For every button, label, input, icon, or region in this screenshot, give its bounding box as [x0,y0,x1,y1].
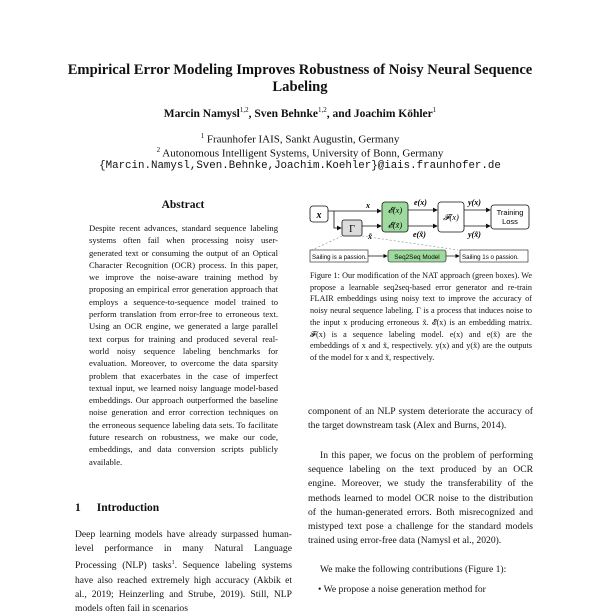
section-heading-introduction [75,502,159,514]
zoom-line-right [362,236,458,250]
arrow-label-x-tilde: x̃ [368,232,372,241]
introduction-paragraph [75,528,292,616]
input-x-label: x [316,210,322,221]
affiliation-text: Autonomous Intelligent Systems, University of Bonn, Germany [160,147,444,160]
footnote-marker[interactable]: 1 [171,560,175,567]
arrow-label-yx: y(x) [468,198,481,207]
figure-1-diagram [308,192,533,272]
seq2seq-label: Seq2Seq Model [394,254,440,261]
example-input-text: Sailing is a passion. [312,254,367,261]
arrow-label-ex: e(x) [414,198,427,207]
affil-marker: 1 [432,106,437,114]
right-paragraph-2: We make the following contributions (Figure 1): [320,564,507,575]
zoom-line-left [312,236,342,250]
author-name: Sven Behnke [254,107,318,120]
contribution-bullet: • We propose a noise generation method for [318,584,486,595]
gamma-label: Γ [349,224,355,235]
author-list [60,106,540,120]
section-number: 1 [75,502,81,514]
paper-title: Empirical Error Modeling Improves Robustness of Noisy Neural Sequence Labeling [67,62,533,95]
intro-text: Deep learning models have already surpassed human-level performance in many Natural Language Processing (NLP) tasks [75,529,292,572]
arrow-label-yxt: y(x̃) [468,230,481,239]
section-title: Introduction [96,502,160,514]
abstract-text: Despite recent advances, standard sequence labeling systems often fail when processing noisy user-generated text or consuming the output of an Optical Character Recognition (OCR) process. In this paper, we improve the noise-aware training method by proposing an empirical error generation approach that employs a sequence-to-sequence model trained to perform translation from error-free to erroneous text. Using an OCR engine, we generated a large parallel text corpus for training and produced several real-world noisy sequence labeling benchmarks for evaluation. Moreover, to overcome the data sparsity problem that exacerbates in the case of imperfect textual input, we learned noisy language model-based embeddings. Our approach outperformed the baseline noise generation and error correction techniques on the erroneous sequence labeling data sets. To facilitate future research on robustness, we make our code, embeddings, and data conversion scripts publicly available. [89,223,278,467]
affiliation-2 [60,143,540,161]
labeler-label: 𝓕(x) [443,212,459,222]
affil-marker: 1,2 [239,106,249,114]
abstract-heading: Abstract [161,199,205,211]
arrow-label-ext: e(x̃) [413,230,426,239]
affil-marker: 2 [156,146,161,154]
loss-label-line2: Loss [502,217,518,226]
author-emails[interactable]: {Marcin.Namysl,Sven.Behnke,Joachim.Koehler}@iais.fraunhofer.de [99,160,501,172]
author-separator: , and [326,107,354,120]
arrow-label-x: x [366,201,370,210]
example-output-text: Sailing 1s o passion. [462,254,519,261]
figure-1-caption: Figure 1: Our modification of the NAT approach (green boxes). We propose a learnable seq2seq-based error generator and re-train FLAIR embeddings using noisy text to improve the accuracy of noisy neural sequence labeling. Γ is a process that induces noise to the input x producing erroneous x̃. 𝓔(x) is an embedding matrix. 𝓕(x) is a sequence labeling model. e(x) and e(x̃) are the embeddings of x and x̃, respectively. y(x) and y(x̃) are the outputs of the model for x and x̃, respectively. [310,271,532,362]
encoder-label: 𝓔(x) [387,205,403,215]
affiliation-text: Fraunhofer IAIS, Sankt Augustin, Germany [204,133,400,146]
loss-label-line1: Training [496,208,524,217]
author-name: Joachim Köhler [353,107,433,120]
intro-text-cont: . Sequence labeling systems have also reached extremely high accuracy (Akbik et al., 2019; Heinzerling and Strube, 2019). Still, NLP models often fail in scenarios [75,560,293,615]
encoder-tilde-label: 𝓔(x̃) [387,220,403,230]
author-separator: , [248,107,255,120]
affil-marker: 1 [200,132,205,140]
affil-marker: 1,2 [317,106,327,114]
right-paragraph-0: component of an NLP system deteriorate the accuracy of the target downstream task (Alex and Burns, 2014). [308,406,533,432]
author-name: Marcin Namysl [163,107,240,120]
right-paragraph-1: In this paper, we focus on the problem of performing sequence labeling on the text produced by an OCR engine. Moreover, we study the transferability of the methods learned to model OCR noise to the distribution of the human-generated errors. Both misrecognized and mistyped text pose a challenge for the standard models trained using error-free data (Namysl et al., 2020). [308,450,533,547]
arrow-x-to-gamma [334,211,341,228]
